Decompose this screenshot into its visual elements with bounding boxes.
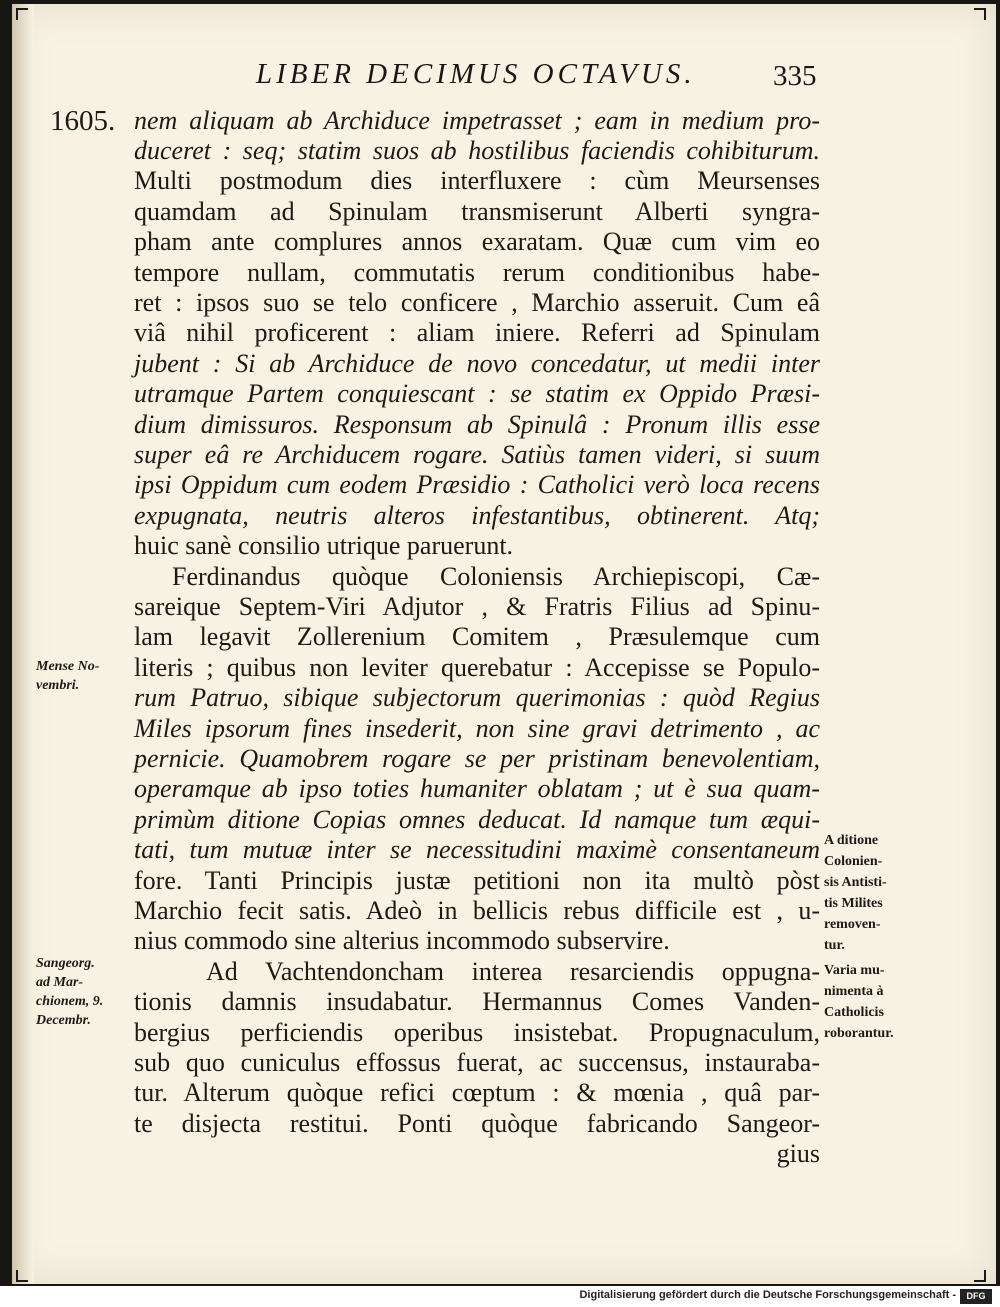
margin-note-line: tis Milites <box>824 896 883 911</box>
margin-note-line: ad Mar- <box>36 975 84 990</box>
footer-bar <box>0 1286 1000 1307</box>
body-line: quamdam ad Spinulam transmiserunt Alberti syngra- <box>134 197 820 226</box>
body-line: huic sanè consilio utrique paruerunt. <box>134 531 514 560</box>
body-line: sub quo cuniculus effossus fuerat, ac succensus, instauraba- <box>134 1048 820 1077</box>
body-line: literis ; quibus non leviter querebatur : Accepisse se Populo- <box>134 653 820 682</box>
body-line: operamque ab ipso toties humaniter oblatam ; ut è sua quam- <box>134 774 820 803</box>
catchword: gius <box>776 1139 820 1168</box>
page-binding-shadow <box>12 4 34 1284</box>
body-line: ipsi Oppidum cum eodem Præsidio : Catholici verò loca recens <box>134 470 820 499</box>
body-line: sareique Septem-Viri Adjutor , & Fratris Filius ad Spinu- <box>134 592 820 621</box>
body-line: te disjecta restitui. Ponti quòque fabricando Sangeor- <box>134 1109 820 1138</box>
margin-note-line: Decembr. <box>36 1013 91 1028</box>
body-line: lam legavit Zollerenium Comitem , Præsulemque cum <box>134 622 820 651</box>
body-line: tur. Alterum quòque refici cœptum : & mœnia , quâ par- <box>134 1078 820 1107</box>
body-line: Ferdinandus quòque Coloniensis Archiepiscopi, Cæ- <box>172 562 820 591</box>
body-line: Miles ipsorum fines insederit, non sine gravi detrimento , ac <box>134 714 820 743</box>
crop-mark-bottom-right <box>974 1270 986 1282</box>
body-line: rum Patruo, sibique subjectorum querimonias : quòd Regius <box>134 683 820 712</box>
margin-year: 1605. <box>50 105 116 137</box>
body-line: utramque Partem conquiescant : se statim ex Oppido Præsi- <box>134 379 820 408</box>
body-line: bergius perficiendis operibus insistebat. Propugnaculum, <box>134 1018 820 1047</box>
margin-note-line: Catholicis <box>824 1005 884 1020</box>
body-line: jubent : Si ab Archiduce de novo concedatur, ut medii inter <box>134 349 820 378</box>
page-number: 335 <box>773 60 817 92</box>
margin-note-line: removen- <box>824 917 881 932</box>
funding-note: Digitalisierung gefördert durch die Deutsche Forschungsgemeinschaft - <box>579 1289 956 1301</box>
body-line: dium dimissuros. Responsum ab Spinulâ : Pronum illis esse <box>134 410 820 439</box>
body-line: tionis damnis insudabatur. Hermannus Comes Vanden- <box>134 987 820 1016</box>
running-title: LIBER DECIMUS OCTAVUS. <box>256 58 696 90</box>
margin-note-line: vembri. <box>36 678 80 693</box>
dfg-logo: DFG <box>960 1289 992 1304</box>
crop-mark-bottom-left <box>16 1270 28 1282</box>
crop-mark-top-right <box>974 8 986 20</box>
margin-note-line: Varia mu- <box>824 963 885 978</box>
body-line: primùm ditione Copias omnes deducat. Id namque tum æqui- <box>134 805 820 834</box>
body-line: nem aliquam ab Archiduce impetrasset ; eam in medium pro- <box>134 106 820 135</box>
margin-note-line: chionem, 9. <box>36 994 104 1009</box>
body-line: fore. Tanti Principis justæ petitioni non ita multò pòst <box>134 866 820 895</box>
body-line: Multi postmodum dies interfluxere : cùm Meursenses <box>134 166 820 195</box>
body-line: tempore nullam, commutatis rerum conditionibus habe- <box>134 258 820 287</box>
margin-note-line: roborantur. <box>824 1026 894 1041</box>
body-line: duceret : seq; statim suos ab hostilibus faciendis cohibiturum. <box>134 136 820 165</box>
body-line: Ad Vachtendoncham interea resarciendis oppugna- <box>206 957 820 986</box>
body-line: pernicie. Quamobrem rogare se per pristinam benevolentiam, <box>134 744 820 773</box>
margin-note-line: tur. <box>824 938 845 953</box>
body-line: ret : ipsos suo se telo conficere , Marchio asseruit. Cum eâ <box>134 288 820 317</box>
body-line: viâ nihil proficerent : aliam iniere. Referri ad Spinulam <box>134 318 820 347</box>
margin-note-line: sis Antisti- <box>824 875 887 890</box>
margin-note-line: Mense No- <box>36 659 100 674</box>
body-line: Marchio fecit satis. Adeò in bellicis rebus difficile est , u- <box>134 896 820 925</box>
body-line: expugnata, neutris alteros infestantibus, obtinerent. Atq; <box>134 501 820 530</box>
body-line: nius commodo sine alterius incommodo subservire. <box>134 926 670 955</box>
margin-note-line: nimenta à <box>824 984 884 999</box>
body-line: super eâ re Archiducem rogare. Satiùs tamen videri, si suum <box>134 440 820 469</box>
crop-mark-top-left <box>16 8 28 20</box>
margin-note-line: Sangeorg. <box>36 956 95 971</box>
margin-note-line: A ditione <box>824 833 879 848</box>
body-line: tati, tum mutuæ inter se necessitudini maximè consentaneum <box>134 835 820 864</box>
margin-note-line: Colonien- <box>824 854 883 869</box>
body-line: pham ante complures annos exaratam. Quæ cum vim eo <box>134 227 820 256</box>
